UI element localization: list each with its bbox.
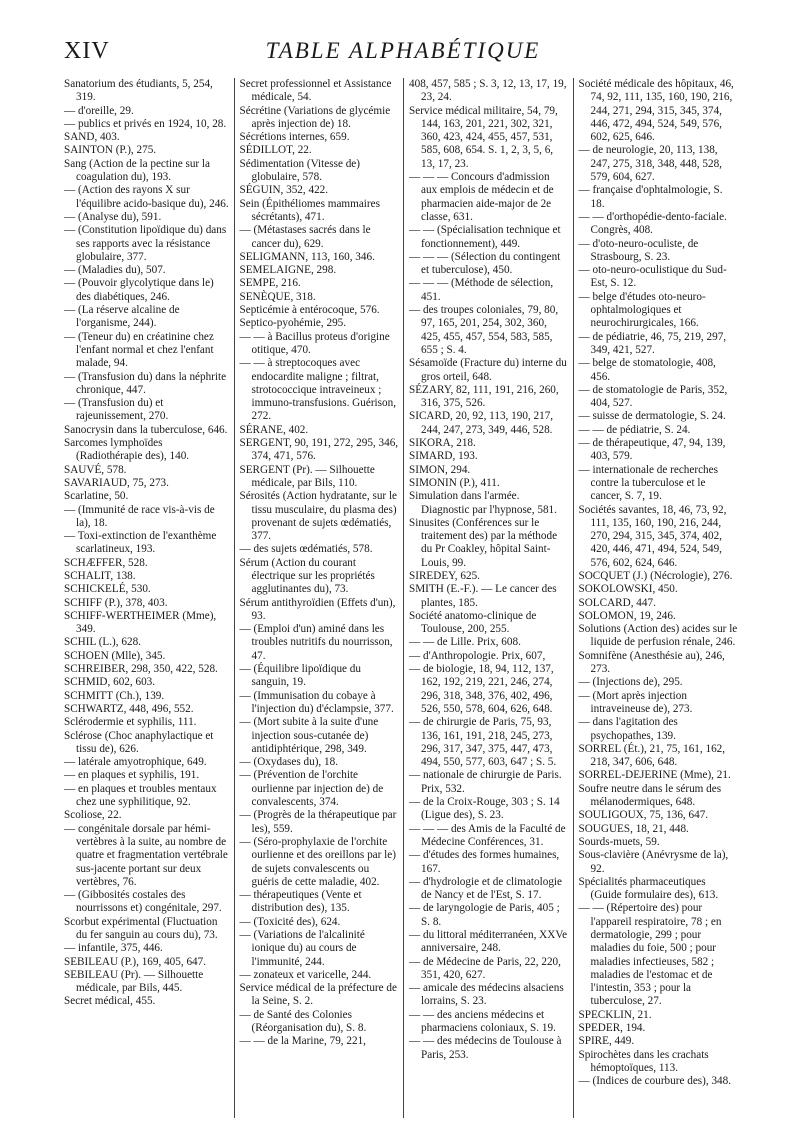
page-number: XIV [64,38,110,64]
index-entry: — de la Croix-Rouge, 303 ; S. 14 (Ligue des), S. 23. [409,796,560,822]
index-entry: — (Gibbosités costales des nourrissons et) congénitale, 297. [64,889,222,915]
index-entry: SOULIGOUX, 75, 136, 647. [578,809,709,822]
index-entry: — de laryngologie de Paris, 405 ; S. 8. [409,902,560,928]
index-entry: — nationale de chirurgie de Paris. Prix, 532. [409,769,562,795]
index-entry: — des troupes coloniales, 79, 80, 97, 165, 201, 254, 302, 360, 425, 455, 457, 554, 583, 585, 655 ; S. 4. [409,304,559,356]
index-entry: Sarcomes lymphoïdes (Radiothérapie des), 140. [64,437,190,463]
index-entry: — latérale amyotrophique, 649. [64,756,207,769]
index-entry: SCHOEN (Mlle), 345. [64,649,166,662]
index-entry: — (Toxicité des), 624. [239,915,341,928]
index-entry: SIMON, 294. [409,463,471,476]
index-entry: Spécialités pharmaceutiques (Guide formulaire des), 613. [578,875,719,902]
index-entry: SORREL-DEJERINE (Mme), 21. [578,769,731,782]
index-entry: — amicale des médecins alsaciens lorrains, S. 23. [409,982,564,1008]
index-entry: SCHREIBER, 298, 350, 422, 528. [64,663,218,676]
index-entry: — oto-neuro-oculistique du Sud-Est, S. 12. [578,264,727,290]
index-entry: SAUVÉ, 578. [64,463,127,476]
index-entry: SIMARD, 193. [409,450,478,463]
index-entry: 408, 457, 585 ; S. 3, 12, 13, 17, 19, 23, 24. [409,78,567,104]
index-entry: Secret professionnel et Assistance médicale, 54. [239,78,392,104]
index-entry: Simulation dans l'armée. Diagnostic par l'hypnose, 581. [409,490,557,516]
index-entry: Sociétés savantes, 18, 46, 73, 92, 111, 135, 160, 190, 216, 244, 270, 294, 315, 345, 374, 402, 420, 446, 471, 494, 524, 549, 576, 602, 624, 646. [578,503,727,569]
index-entry: Solutions (Action des) acides sur le liquide de perfusion rénale, 246. [578,623,738,649]
index-entry: SENÈQUE, 318. [239,290,316,303]
index-entry: — (Teneur du) en créatinine chez l'enfant normal et chez l'enfant malade, 94. [64,330,214,370]
index-entry: SAVARIAUD, 75, 273. [64,476,169,489]
index-entry: SPEDER, 194. [578,1022,646,1035]
index-entry: Service médical de la préfecture de la Seine, S. 2. [239,982,397,1008]
index-entry: SCHMITT (Ch.), 139. [64,689,165,702]
index-entry: — — — des Amis de la Faculté de Médecine Conférences, 31. [409,822,566,848]
index-entry: — — — (Sélection du contingent et tuberculose), 450. [409,250,561,277]
index-entry: — — à streptocoques avec endocardite maligne ; filtrat, strotococcique intraveineux ; immuno-transfusions. Guérison, 272. [239,357,396,423]
index-entry: — — (Spécialisation technique et fonctionnement), 449. [409,224,561,250]
index-entry: Sclérose (Choc anaphylactique et tissu de), 626. [64,729,214,755]
index-entry: — d'hydrologie et de climatologie de Nancy et de l'Est, S. 17. [409,875,563,902]
index-entry: — (Progrès de la thérapeutique par les), 559. [239,809,397,835]
index-column-1 [64,78,234,1118]
index-entry: — — de Lille. Prix, 608. [409,636,521,649]
index-entry: — (Prévention de l'orchite ourlienne par injection de) de convalescents, 374. [239,769,384,809]
index-entry: — (Transfusion du) dans la néphrite chronique, 447. [64,370,227,396]
index-entry: — suisse de dermatologie, S. 24. [578,410,726,423]
index-entry: — (Immunisation du cobaye à l'injection du) d'éclampsie, 377. [239,689,394,715]
index-entry: SPIRE, 449. [578,1035,635,1048]
index-entry: — (Constitution lipoïdique du) dans ses rapports avec la résistance globulaire, 377. [64,224,227,263]
index-entry: SOCQUET (J.) (Nécrologie), 276. [578,569,733,582]
index-entry: — publics et privés en 1924, 10, 28. [64,117,227,130]
index-entry: SCHMID, 602, 603. [64,676,156,689]
index-column-2 [234,78,404,1118]
index-entry: — de pédiatrie, 46, 75, 219, 297, 349, 421, 527. [578,330,727,356]
index-entry: SORREL (Ét.), 21, 75, 161, 162, 218, 347, 606, 648. [578,742,726,769]
index-entry: — de chirurgie de Paris, 75, 93, 136, 161, 191, 218, 245, 273, 296, 317, 347, 375, 447, 473, 494, 550, 577, 603, 647 ; S. 5. [409,716,557,769]
index-entry: — — de la Marine, 79, 221, [239,1035,366,1048]
index-entry: — (Analyse du), 591. [64,210,162,223]
index-entry: SPECKLIN, 21. [578,1008,652,1021]
index-entry: — (Oxydases du), 18. [239,756,338,769]
index-entry: Sécrétine (Variations de glycémie après injection de) 18. [239,104,391,130]
index-entry: SAINTON (P.), 275. [64,144,157,157]
index-column-3 [403,78,573,1118]
index-entry: — belge d'études oto-neuro-ophtalmologiques et neurochirurgicales, 166. [578,290,706,330]
index-entry: SCHIL (L.), 628. [64,636,141,649]
index-entry: — d'oto-neuro-oculiste, de Strasbourg, S. 23. [578,237,699,263]
index-entry: SÉGUIN, 352, 422. [239,184,329,197]
index-entry: — du littoral méditerranéen, XXVe anniversaire, 248. [409,929,568,955]
index-entry: Spirochètes dans les crachats hémoptoïques, 113. [578,1048,709,1074]
index-entry: — — des médecins de Toulouse à Paris, 253. [409,1035,562,1061]
index-entry: — de Santé des Colonies (Réorganisation du), S. 8. [239,1008,367,1035]
index-entry: — — (Répertoire des) pour l'appareil respiratoire, 78 ; en dermatologie, 299 ; pour maladies du foie, 500 ; pour maladies infectieuses, 582 ; maladies de l'estomac et de l'intestin, 353 ; pour la tuberculose, 27. [578,902,722,1008]
index-entry: Sérosités (Action hydratante, sur le tissu musculaire, du plasma des) provenant de sujets œdématiés, 377. [239,490,398,543]
index-entry: SEBILEAU (P.), 169, 405, 647. [64,955,207,968]
index-entry: — — — (Méthode de sélection, 451. [409,277,554,303]
index-entry: — (Indices de courbure des), 348. [578,1075,732,1088]
index-entry: Soufre neutre dans le sérum des mélanodermiques, 648. [578,782,722,809]
index-entry: SCHWARTZ, 448, 496, 552. [64,702,194,715]
index-entry: — zonateux et varicelle, 244. [239,968,372,981]
index-entry: — en plaques et troubles mentaux chez une syphilitique, 92. [64,782,217,809]
index-entry: — dans l'agitation des psychopathes, 139. [578,716,678,742]
index-entry: Scoliose, 22. [64,809,122,822]
index-entry: — infantile, 375, 446. [64,942,163,955]
index-entry: Sous-clavière (Anévrysme de la), 92. [578,849,729,875]
index-column-4 [573,78,743,1118]
index-entry: — (Métastases sacrés dans le cancer du), 629. [239,224,371,250]
index-entry: Somnifène (Anesthésie au), 246, 273. [578,649,725,676]
index-entry: — de thérapeutique, 47, 94, 139, 403, 579. [578,437,726,463]
index-entry: SCHIFF (P.), 378, 403. [64,596,168,609]
index-entry: Sourds-muets, 59. [578,835,660,848]
index-entry: — belge de stomatologie, 408, 456. [578,357,716,383]
index-entry: Sclérodermie et syphilis, 111. [64,716,197,729]
index-entry: — (Emploi d'un) aminé dans les troubles nutritifs du nourrisson, 47. [239,623,393,662]
index-entry: SCHIFF-WERTHEIMER (Mme), 349. [64,609,217,636]
index-entry: SEMPE, 216. [239,277,301,290]
index-entry: — des sujets œdématiés, 578. [239,543,373,556]
index-entry: — — des anciens médecins et pharmaciens coloniaux, S. 19. [409,1008,556,1035]
index-entry: SOLOMON, 19, 246. [578,609,676,622]
index-entry: — d'oreille, 29. [64,104,134,117]
index-entry: — (Maladies du), 507. [64,264,166,277]
index-entry: — de biologie, 18, 94, 112, 137, 162, 192, 219, 221, 246, 274, 296, 318, 348, 376, 402, 496, 526, 550, 578, 604, 626, 648. [409,663,554,715]
index-entry: Société médicale des hôpitaux, 46, 74, 92, 111, 135, 160, 190, 216, 244, 271, 294, 315, 345, 374, 446, 472, 494, 524, 549, 576, 602, 625, 646. [578,78,734,144]
index-entry: SOUGUES, 18, 21, 448. [578,822,689,835]
index-entry: SEMELAIGNE, 298. [239,264,337,277]
index-entry: Septicémie à entérocoque, 576. [239,304,380,317]
index-entry: — (Mort après injection intraveineuse de), 273. [578,689,693,715]
index-entry: — française d'ophtalmologie, S. 18. [578,184,723,210]
index-entry: Sérum antithyroïdien (Effets d'un), 93. [239,596,396,622]
index-entry: — (Variations de l'alcalinité ionique du) au cours de l'immunité, 244. [239,929,365,968]
index-entry: Sang (Action de la pectine sur la coagulation du), 193. [64,157,211,184]
index-entry: — (Mort subite à la suite d'une injection sous-cutanée de) antidiphtérique, 298, 349. [239,716,379,755]
index-entry: — (Transfusion du) et rajeunissement, 270. [64,397,169,423]
index-entry: Sanatorium des étudiants, 5, 254, 319. [64,78,213,104]
index-entry: Sein (Épithéliomes mammaires sécrétants), 471. [239,197,380,223]
index-entry: — d'Anthropologie. Prix, 607, [409,649,546,662]
index-entry: SIKORA, 218. [409,437,476,450]
index-entry: — en plaques et syphilis, 191. [64,769,200,782]
index-entry: SOKOLOWSKI, 450. [578,583,678,596]
index-entry: SAND, 403. [64,131,120,144]
index-entry: Sécrétions internes, 659. [239,131,350,144]
index-entry: — de neurologie, 20, 113, 138, 247, 275, 318, 348, 448, 528, 579, 604, 627. [578,144,722,184]
index-entry: — thérapeutiques (Vente et distribution des), 135. [239,889,362,915]
index-entry: Sédimentation (Vitesse de) globulaire, 578. [239,157,360,184]
index-entry: SÉZARY, 82, 111, 191, 216, 260, 316, 375, 526. [409,383,559,410]
index-entry: SICARD, 20, 92, 113, 190, 217, 244, 247, 273, 349, 446, 528. [409,410,554,436]
index-entry: — Toxi-extinction de l'exanthème scarlatineux, 193. [64,530,217,556]
page-header [64,38,742,70]
index-entry: — congénitale dorsale par hémi-vertèbres à la suite, au nombre de quatre et fragmentation vertébrale sus-jacente portant sur deux vertèbres, 76. [64,822,228,888]
index-entry: Sanocrysin dans la tuberculose, 646. [64,423,228,436]
index-entry: SIMONIN (P.), 411. [409,476,500,489]
index-entry: Secret médical, 455. [64,995,156,1008]
index-entry: Scorbut expérimental (Fluctuation du fer sanguin au cours du), 73. [64,915,218,941]
index-entry: SELIGMANN, 113, 160, 346. [239,250,375,263]
index-entry: SÉDILLOT, 22. [239,144,312,157]
index-entry: — (Pouvoir glycolytique dans le) des diabétiques, 246. [64,277,214,303]
index-entry: SCHÆFFER, 528. [64,556,148,569]
index-entry: Scarlatine, 50. [64,490,129,503]
index-entry: — (Action des rayons X sur l'équilibre acido-basique du), 246. [64,184,229,210]
index-entry: — — de pédiatrie, S. 24. [578,423,691,436]
index-entry: — de Médecine de Paris, 22, 220, 351, 420, 627. [409,955,561,981]
index-entry: Sinusites (Conférences sur le traitement des) par la méthode du Pr Coakley, hôpital Saint-Louis, 99. [409,516,558,569]
index-entry: SERGENT (Pr). — Silhouette médicale, par Bils, 110. [239,463,375,489]
index-columns [64,78,742,1118]
index-entry: SMITH (E.-F.). — Le cancer des plantes, 185. [409,583,557,609]
index-entry: SEBILEAU (Pr). — Silhouette médicale, par Bils, 445. [64,968,204,995]
index-entry: Service médical militaire, 54, 79, 144, 163, 201, 221, 302, 321, 360, 423, 424, 455, 457, 531, 585, 608, 654. S. 1, 2, 3, 5, 6, 13, 17, 23. [409,104,558,170]
index-entry: — (Séro-prophylaxie de l'orchite ourlienne et des oreillons par le) de sujets convalescents ou guéris de cette maladie, 402. [239,835,396,888]
index-entry: SIREDEY, 625. [409,569,480,582]
page-title: TABLE ALPHABÉTIQUE [265,38,541,63]
index-entry: SÉRANE, 402. [239,423,309,436]
index-entry: Septico-pyohémie, 295. [239,317,347,330]
index-entry: Société anatomo-clinique de Toulouse, 200, 255. [409,609,537,636]
index-entry: SCHICKELÉ, 530. [64,583,151,596]
index-entry: — — — Concours d'admission aux emplois de médecin et de pharmacien aide-major de 2e classe, 631. [409,171,554,223]
index-entry: — (Équilibre lipoïdique du sanguin, 19. [239,663,361,689]
index-entry: — d'études des formes humaines, 167. [409,849,560,875]
index-entry: — (Immunité de race vis-à-vis de la), 18. [64,503,215,529]
index-entry: SCHALIT, 138. [64,569,136,582]
index-entry: — de stomatologie de Paris, 352, 404, 527. [578,383,728,410]
index-entry: — — d'orthopédie-dento-faciale. Congrès, 408. [578,210,727,237]
index-entry: Sérum (Action du courant électrique sur les propriétés agglutinantes du), 73. [239,556,375,596]
index-entry: — — à Bacillus proteus d'origine otitique, 470. [239,330,390,356]
index-entry: — (La réserve alcaline de l'organisme, 244). [64,304,180,330]
index-entry: SERGENT, 90, 191, 272, 295, 346, 374, 471, 576. [239,437,399,463]
index-entry: — (Injections de), 295. [578,676,683,689]
index-entry: SOLCARD, 447. [578,596,656,609]
index-entry: Sésamoïde (Fracture du) interne du gros orteil, 648. [409,357,567,383]
index-entry: — internationale de recherches contre la tuberculose et le cancer, S. 7, 19. [578,463,718,503]
